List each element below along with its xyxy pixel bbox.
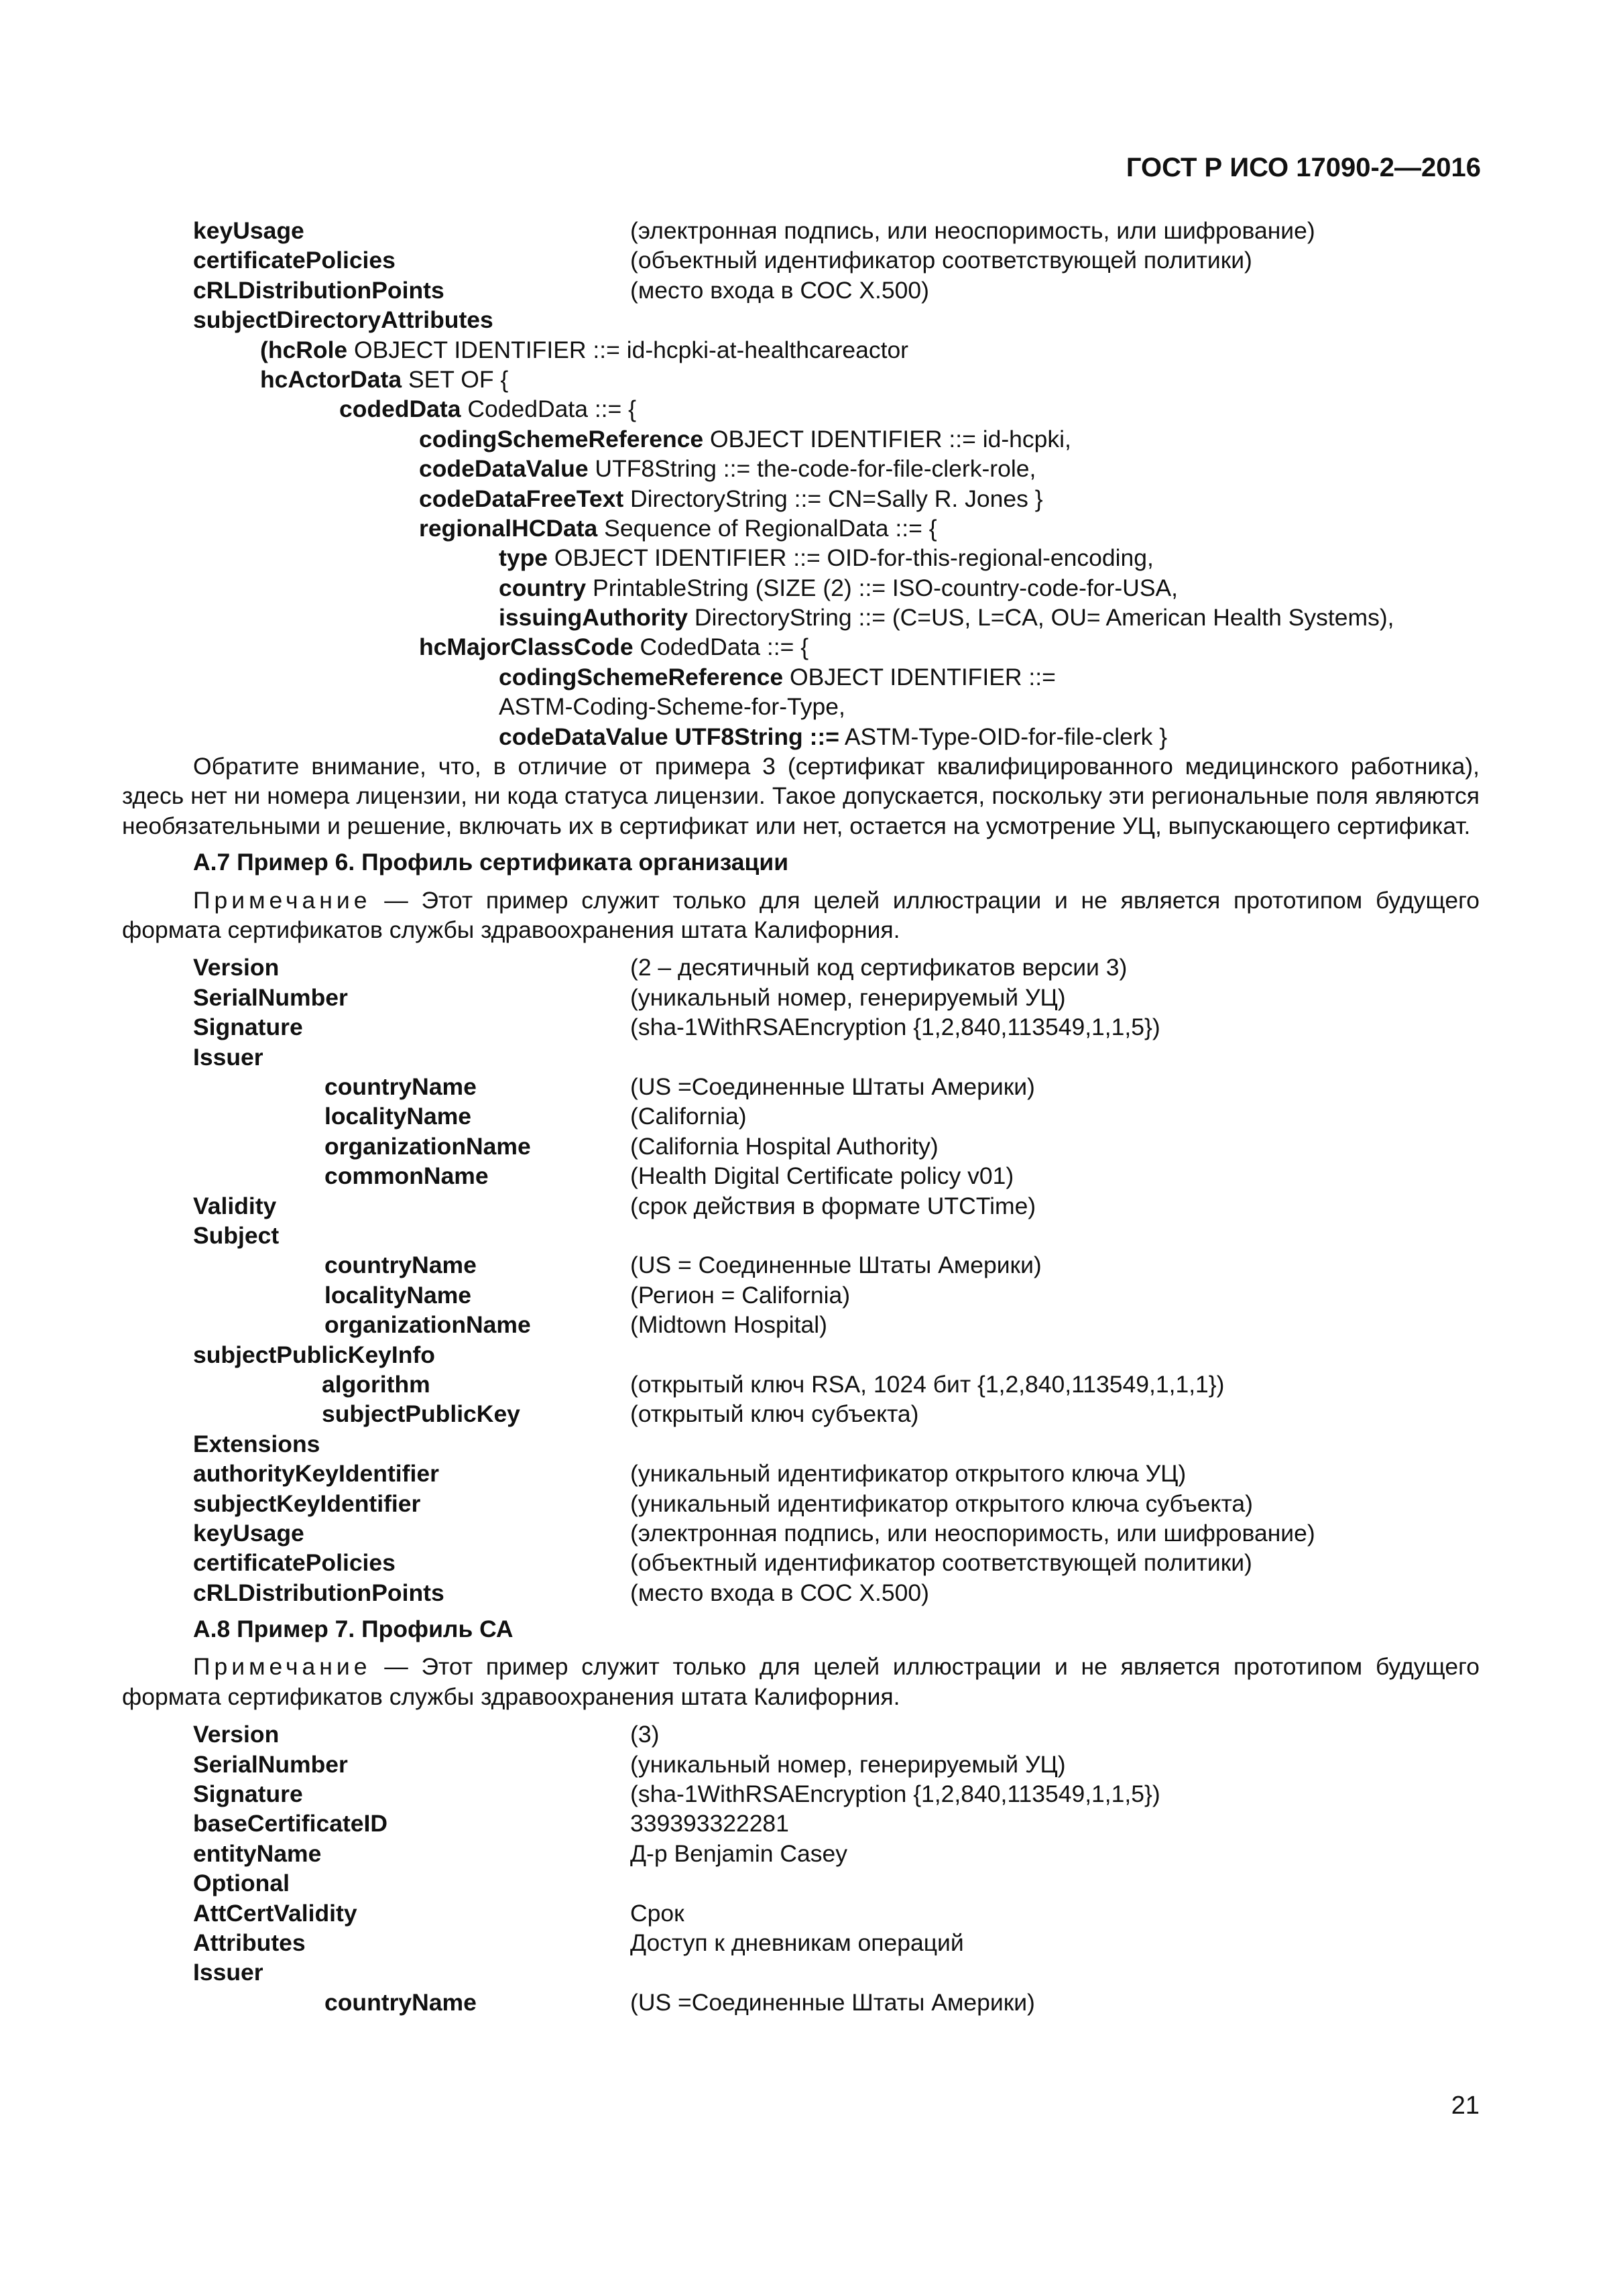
field-row — [122, 1868, 1480, 1898]
field-value: (объектный идентификатор соответствующей политики) — [630, 247, 1252, 274]
field-key: subjectPublicKey — [322, 1400, 520, 1428]
field-key: commonName — [324, 1162, 489, 1190]
field-key: baseCertificateID — [193, 1810, 388, 1837]
body-paragraph: Обратите внимание, что, в отличие от примера 3 (сертификат квалифицированного медицинского работника), здесь нет ни номера лицензии, ни кода статуса лицензии. Такое допускается, поскольку эти региональные поля являются необязательными и решение, включать их в сертификат или нет, остается на усмотрение УЦ, выпускающего сертификат. — [122, 753, 1480, 839]
code-key: codedData — [339, 396, 461, 423]
field-row — [122, 1719, 1480, 1749]
field-value: (электронная подпись, или неоспоримость, или шифрование) — [630, 1519, 1315, 1547]
field-row — [122, 1132, 1480, 1161]
field-value: (уникальный номер, генерируемый УЦ) — [630, 1750, 1066, 1778]
field-key: keyUsage — [193, 217, 304, 244]
code-value: DirectoryString ::= CN=Sally R. Jones } — [623, 485, 1043, 512]
field-key: organizationName — [324, 1311, 531, 1339]
field-value: (Health Digital Certificate policy v01) — [630, 1162, 1014, 1190]
code-line — [122, 662, 1480, 692]
note-a8 — [122, 1652, 1480, 1711]
field-row — [122, 1518, 1480, 1548]
field-row — [122, 1898, 1480, 1928]
field-row — [122, 1578, 1480, 1608]
field-row — [122, 1042, 1480, 1072]
field-value: (sha-1WithRSAEncryption {1,2,840,113549,1,1,5}) — [630, 1014, 1160, 1041]
field-key: certificatePolicies — [193, 1549, 396, 1577]
field-row — [122, 216, 1480, 245]
code-key: (hcRole — [260, 336, 348, 363]
code-line — [122, 543, 1480, 572]
field-value: (место входа в СОС X.500) — [630, 1579, 929, 1606]
code-key: issuingAuthority — [499, 604, 688, 631]
field-key: SerialNumber — [193, 1750, 348, 1778]
code-line — [122, 335, 1480, 365]
field-value: (Регион = California) — [630, 1281, 851, 1309]
field-key: localityName — [324, 1281, 472, 1309]
field-key: Issuer — [193, 1043, 263, 1071]
field-value: (US = Соединенные Штаты Америки) — [630, 1252, 1042, 1279]
field-row — [122, 245, 1480, 275]
field-value: (уникальный номер, генерируемый УЦ) — [630, 983, 1066, 1011]
field-row — [122, 1957, 1480, 1987]
field-key: countryName — [324, 1252, 477, 1279]
code-line — [122, 692, 1480, 721]
field-key: localityName — [324, 1103, 472, 1130]
code-key: codeDataValue — [419, 455, 589, 483]
code-key: hcActorData — [260, 365, 402, 393]
code-value: PrintableString (SIZE (2) ::= ISO-country-code-for-USA, — [586, 574, 1179, 601]
code-key: regionalHCData — [419, 514, 598, 542]
code-line — [122, 632, 1480, 662]
note-text: — Этот пример служит только для целей иллюстрации и не является прототипом будущего формата сертификатов службы здравоохранения штата Калифорния. — [122, 886, 1480, 944]
field-key: Optional — [193, 1870, 290, 1897]
field-row — [122, 1191, 1480, 1221]
field-row — [122, 1370, 1480, 1399]
field-row — [122, 1489, 1480, 1518]
code-value: Sequence of RegionalData ::= { — [597, 514, 937, 542]
note-a7 — [122, 886, 1480, 945]
field-value: (открытый ключ субъекта) — [630, 1400, 919, 1428]
field-row — [122, 953, 1480, 982]
code-line — [122, 365, 1480, 394]
field-row — [122, 305, 1480, 335]
field-row — [122, 1072, 1480, 1101]
section-heading-a8: А.8 Пример 7. Профиль СА — [193, 1616, 514, 1643]
note-label: Примечание — [193, 1653, 371, 1681]
code-line — [122, 394, 1480, 424]
document-body — [122, 216, 1480, 2017]
field-key: cRLDistributionPoints — [193, 1579, 444, 1606]
code-line — [122, 573, 1480, 603]
standard-number: ГОСТ Р ИСО 17090-2—2016 — [1126, 153, 1481, 182]
field-key: Version — [193, 954, 280, 981]
field-row — [122, 1429, 1480, 1459]
field-key: Signature — [193, 1014, 303, 1041]
code-key: codeDataFreeText — [419, 485, 624, 512]
field-value: (уникальный идентификатор открытого ключа УЦ) — [630, 1460, 1187, 1488]
field-row — [122, 1988, 1480, 2017]
code-line — [122, 454, 1480, 483]
page-number: 21 — [1451, 2092, 1480, 2120]
field-value: (объектный идентификатор соответствующей политики) — [630, 1549, 1252, 1577]
code-value: SET OF { — [402, 365, 509, 393]
code-value: CodedData ::= { — [633, 633, 809, 661]
field-row — [122, 1340, 1480, 1370]
field-value: (открытый ключ RSA, 1024 бит {1,2,840,113549,1,1,1}) — [630, 1370, 1225, 1398]
field-list-a7 — [122, 953, 1480, 1608]
code-line — [122, 513, 1480, 543]
field-value: (2 – десятичный код сертификатов версии 3) — [630, 954, 1128, 981]
field-row — [122, 1280, 1480, 1310]
field-key: Version — [193, 1721, 280, 1748]
section-heading-a7: А.7 Пример 6. Профиль сертификата организации — [193, 849, 789, 876]
field-key: Issuer — [193, 1959, 263, 1986]
field-key: Extensions — [193, 1430, 320, 1457]
field-key: countryName — [324, 1988, 477, 2016]
code-value: OBJECT IDENTIFIER ::= OID-for-this-regional-encoding, — [548, 544, 1154, 572]
field-row — [122, 1310, 1480, 1339]
field-value: (California Hospital Authority) — [630, 1132, 939, 1160]
field-row — [122, 1459, 1480, 1488]
code-value: UTF8String ::= the-code-for-file-clerk-role, — [588, 455, 1036, 483]
field-row — [122, 276, 1480, 305]
field-key: subjectPublicKeyInfo — [193, 1341, 435, 1368]
field-key: AttCertValidity — [193, 1899, 357, 1927]
field-key: authorityKeyIdentifier — [193, 1460, 439, 1488]
field-key: cRLDistributionPoints — [193, 276, 444, 304]
note-label: Примечание — [193, 886, 371, 914]
code-key: hcMajorClassCode — [419, 633, 634, 661]
code-line — [122, 722, 1480, 751]
field-key: entityName — [193, 1839, 322, 1867]
code-value: OBJECT IDENTIFIER ::= id-hcpki, — [703, 425, 1071, 452]
field-value: Доступ к дневникам операций — [630, 1929, 964, 1957]
field-value: Д-р Benjamin Casey — [630, 1839, 847, 1867]
code-value: CodedData ::= { — [461, 396, 637, 423]
code-line — [122, 484, 1480, 513]
field-key: subjectDirectoryAttributes — [193, 306, 493, 334]
field-row — [122, 1750, 1480, 1779]
code-line — [122, 424, 1480, 454]
code-value: ASTM-Coding-Scheme-for-Type, — [499, 693, 845, 721]
field-value: (место входа в СОС X.500) — [630, 276, 929, 304]
field-row — [122, 1012, 1480, 1042]
field-row — [122, 1779, 1480, 1809]
code-key: codeDataValue UTF8String ::= — [499, 723, 839, 750]
field-value: (уникальный идентификатор открытого ключа субъекта) — [630, 1490, 1253, 1517]
field-key: organizationName — [324, 1132, 531, 1160]
field-key: Subject — [193, 1221, 280, 1249]
field-value: (US =Соединенные Штаты Америки) — [630, 1988, 1035, 2016]
field-key: subjectKeyIdentifier — [193, 1490, 421, 1517]
field-value: (срок действия в формате UTCTime) — [630, 1192, 1036, 1219]
field-key: Signature — [193, 1780, 303, 1808]
field-key: Attributes — [193, 1929, 306, 1957]
field-row — [122, 1548, 1480, 1577]
code-key: codingSchemeReference — [419, 425, 704, 452]
code-line — [122, 603, 1480, 632]
field-value: (Midtown Hospital) — [630, 1311, 827, 1339]
field-value: (sha-1WithRSAEncryption {1,2,840,113549,1,1,5}) — [630, 1780, 1160, 1808]
field-value: (3) — [630, 1721, 660, 1748]
code-key: type — [499, 544, 548, 572]
note-text: — Этот пример служит только для целей иллюстрации и не является прототипом будущего формата сертификатов службы здравоохранения штата Калифорния. — [122, 1653, 1480, 1710]
code-value: DirectoryString ::= (C=US, L=CA, OU= American Health Systems), — [688, 604, 1394, 631]
field-key: SerialNumber — [193, 983, 348, 1011]
field-row — [122, 1161, 1480, 1191]
field-row — [122, 1399, 1480, 1429]
field-value: (US =Соединенные Штаты Америки) — [630, 1073, 1035, 1101]
field-row — [122, 1839, 1480, 1868]
field-value: 339393322281 — [630, 1810, 789, 1837]
field-key: countryName — [324, 1073, 477, 1101]
field-row — [122, 1101, 1480, 1131]
field-row — [122, 983, 1480, 1012]
field-row — [122, 1221, 1480, 1250]
field-value: (электронная подпись, или неоспоримость, или шифрование) — [630, 217, 1315, 244]
field-key: algorithm — [322, 1370, 430, 1398]
code-value: ASTM-Type-OID-for-file-clerk } — [839, 723, 1168, 750]
code-value: OBJECT IDENTIFIER ::= — [783, 663, 1056, 690]
field-value: Срок — [630, 1899, 684, 1927]
field-row — [122, 1809, 1480, 1838]
field-key: Validity — [193, 1192, 277, 1219]
field-value: (California) — [630, 1103, 747, 1130]
code-value: OBJECT IDENTIFIER ::= id-hcpki-at-healthcareactor — [347, 336, 909, 363]
field-key: certificatePolicies — [193, 247, 396, 274]
field-list-a8 — [122, 1719, 1480, 2017]
field-key: keyUsage — [193, 1519, 304, 1547]
code-key: country — [499, 574, 587, 601]
field-row — [122, 1250, 1480, 1280]
field-row — [122, 1928, 1480, 1957]
code-key: codingSchemeReference — [499, 663, 784, 690]
